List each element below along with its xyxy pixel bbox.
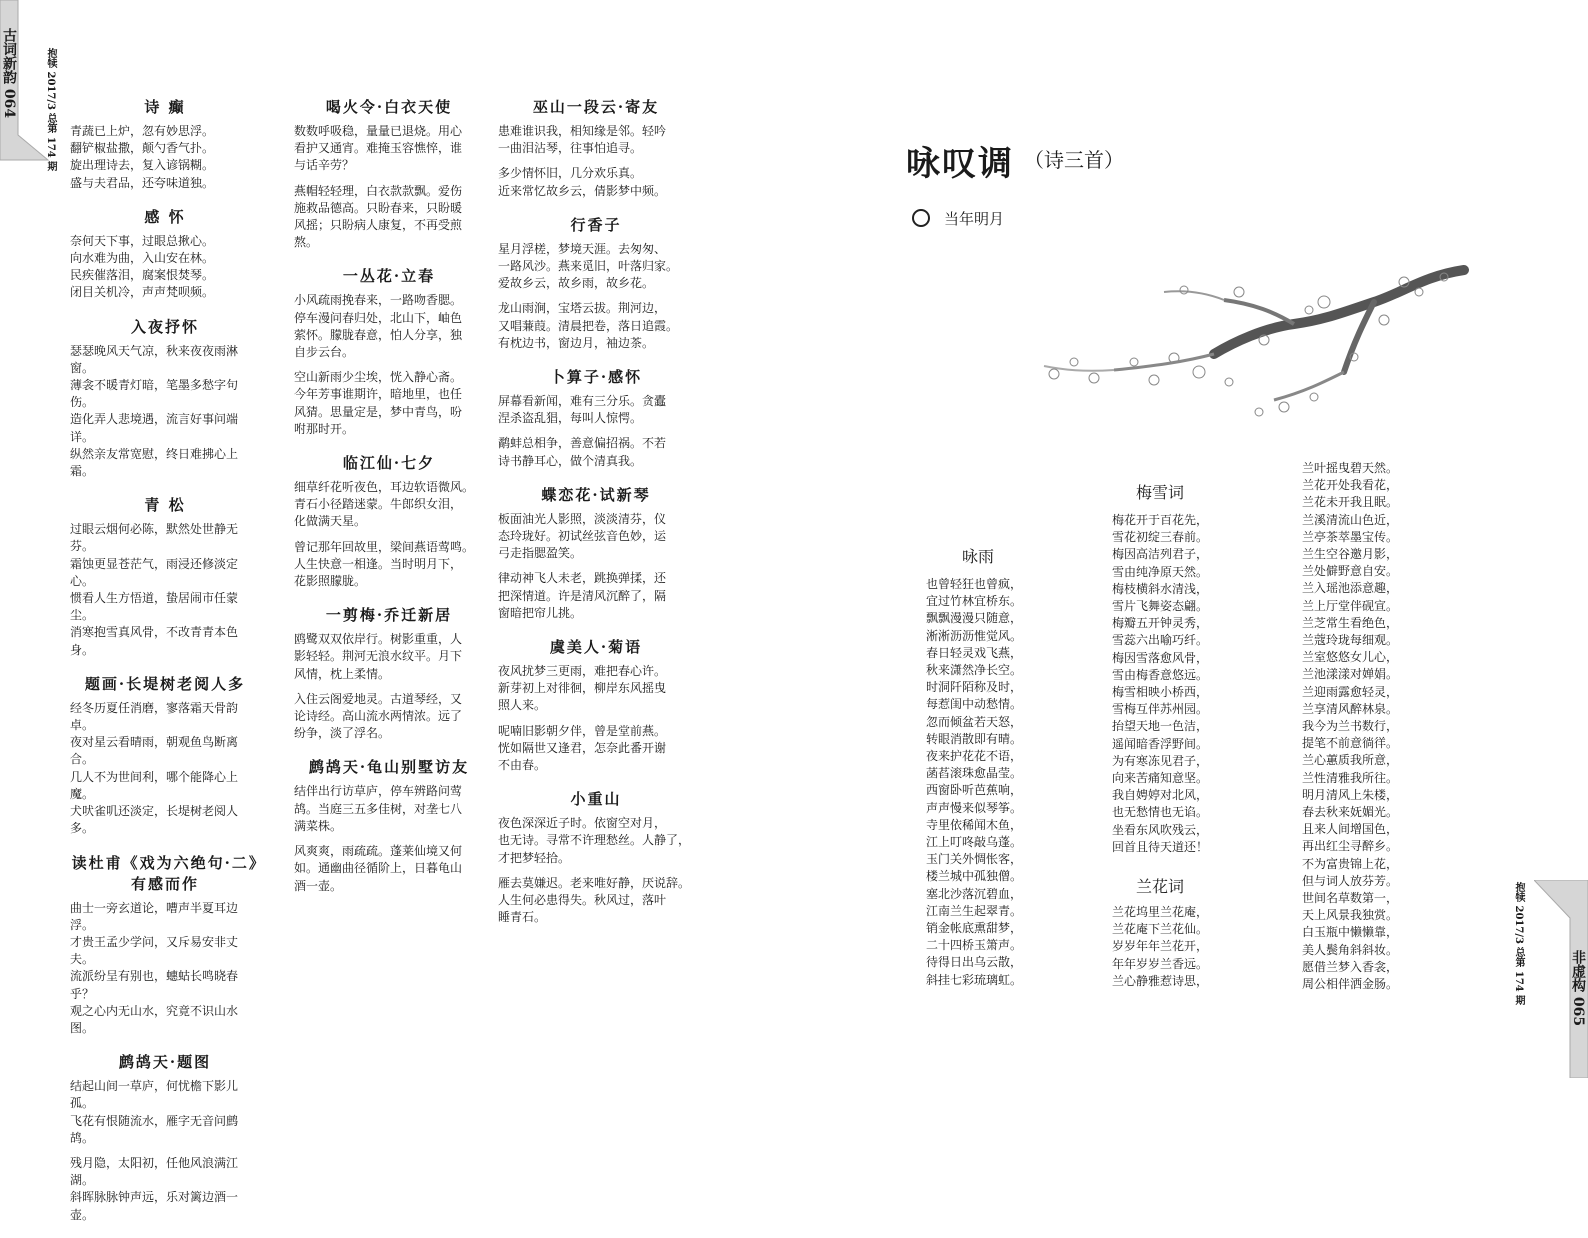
poem-line: 又唱蒹葭。清晨把卷，落日追霞。: [498, 318, 679, 333]
poem-line: 睡青石。: [498, 910, 547, 925]
poem-line: 停车漫问春归处，北山下，岫色: [294, 310, 463, 325]
article-title: 咏叹调: [906, 144, 1014, 184]
article-subtitle: （诗三首）: [1024, 148, 1124, 172]
poem-line: 奈何天下事，过眼总揪心。: [70, 233, 215, 248]
poem-body: [70, 233, 260, 302]
poem-line: 回首且待天道还！: [1112, 839, 1209, 854]
poem-line: 梅枝横斜水清浅，: [1112, 581, 1209, 596]
poem-body: [294, 631, 484, 742]
poem-line: 鸪。当庭三五多佳树，对垄七八: [294, 801, 463, 816]
poem-body: [498, 393, 694, 470]
poem-body: [70, 700, 260, 838]
poem-line: 声声慢来似琴筝。: [926, 800, 1023, 815]
poem-line: 风情，枕上柔情。: [294, 666, 391, 681]
poem-title: 诗 癫: [144, 98, 186, 116]
poem-line: 细草纤花听夜色，耳边软语微风。: [294, 480, 475, 495]
poem-line: 忽而倾盆若天怒，: [926, 714, 1023, 729]
poem-line: 待得日出乌云散，: [926, 955, 1023, 970]
poem-line: 风猜。思量定是，梦中青鸟，吩: [294, 404, 463, 419]
poem-line: 盛与夫君品，还夸味道独。: [70, 175, 215, 190]
poem-line: 不为富贵锦上花，: [1302, 856, 1399, 871]
poem-line: 化做满天星。: [294, 514, 367, 529]
poem-line: 霜蚀更显苍茫气，雨浸还修淡定心。: [70, 556, 239, 588]
poem-line: 残月隐，太阳初，任他风浪满江湖。: [70, 1155, 239, 1188]
poem-line: 青蔬已上炉，忽有妙思浮。: [70, 124, 215, 138]
poem-line: 但与词人放芬芳。: [1302, 873, 1399, 888]
left-column-1: [70, 96, 260, 1238]
poem-line: 白玉瓶中懒懒靠，: [1302, 925, 1399, 940]
poem-line: 曲士一旁玄道论，嘈声半夏耳边浮。: [70, 900, 239, 932]
poem-line: 观之心内无山水，究竟不识山水图。: [70, 1003, 239, 1035]
poem-line: 转眼消散即有晴。: [926, 731, 1023, 746]
poem-line: 一曲泪沾琴，往事怕追寻。: [498, 141, 643, 156]
poem-line: 满菜株。: [294, 818, 343, 833]
poem-line: 薄衾不暖青灯暗，笔墨多愁字句伤。: [70, 378, 239, 410]
poem-line: 诗书静耳心，做个清真我。: [498, 453, 643, 468]
poem-line: 菡萏滚珠愈晶莹。: [926, 766, 1023, 781]
poem-title: 虞美人·菊语: [549, 638, 643, 657]
poem-line: 江上叮咚敲乌蓬。: [926, 835, 1023, 850]
poem-line: 与话辛劳？: [294, 158, 355, 173]
poem-line: 鹬蚌总相争，善意偏招祸。不若: [498, 436, 667, 451]
poem-line: 把深情道。许是清风沉醉了，隔: [498, 588, 667, 603]
poem-line: 玉门关外惆怅客，: [926, 852, 1023, 867]
circle-icon: [912, 209, 930, 227]
poem-line: 美人鬓角斜斜妆。: [1302, 942, 1399, 957]
poem-line: 人生何必患得失。秋风过，落叶: [498, 893, 667, 908]
poem-line: 向水难为曲，入山安在林。: [70, 251, 215, 266]
poem-title: 读杜甫《戏为六绝句·二》有感而作: [71, 853, 259, 893]
poem-line: 花影照朦胧。: [294, 574, 367, 589]
poem-line: 照人来。: [498, 698, 547, 713]
poem-line: 岁岁年年兰花开，: [1112, 939, 1209, 954]
poem-line: 有枕边书，窗边月，袖边茶。: [498, 335, 655, 350]
poem-title: 一丛花·立春: [342, 267, 436, 286]
poem-line: 旋出理诗去，复入谚锅糊。: [70, 158, 215, 173]
poem-line: 时洞阡陌称及时，: [926, 680, 1023, 695]
poem-body: [70, 343, 260, 481]
poem-line: 江南兰生起翠青。: [926, 903, 1023, 918]
poem-line: 风爽爽，雨疏疏。蓬莱仙境又何: [294, 844, 463, 859]
poem-line: 新芽初上对徘徊，柳岸东风摇曳: [498, 681, 667, 696]
poem-line: 春日轻灵戏飞燕，: [926, 645, 1023, 660]
right-page: [794, 0, 1588, 1078]
poem-title: 临江仙·七夕: [342, 454, 436, 473]
poem-line: 兰花开处我看花，: [1302, 478, 1399, 493]
poem-line: 飘飘漫漫只随意，: [926, 611, 1023, 626]
poem-line: 犬吠雀叽还淡定，长堤树老阅人多。: [70, 804, 239, 836]
poem-line: 梅雪相映小桥西，: [1112, 685, 1209, 700]
poem-line: 不由春。: [498, 758, 547, 773]
poem-title: 喝火令·白衣天使: [325, 98, 453, 116]
poem-line: 兰芝常生看绝色，: [1302, 615, 1399, 630]
poem-line: 每惹闺中动愁情。: [926, 697, 1023, 712]
poem-body: [294, 479, 484, 590]
poem-line: 青石小径踏迷蒙。牛郎织女泪，: [294, 497, 463, 512]
poem-line: 也无诗。寻常不许理愁丝。人静了，: [498, 833, 691, 848]
poem-line: 涅杀盗乱猖，每叫人惊愕。: [498, 411, 643, 426]
poem-line: 兰亭茶萃墨宝传。: [1302, 529, 1399, 544]
poem-line: 我自娉婷对北风，: [1112, 788, 1209, 803]
poem-line: 夜色深深近子时。依窗空对月，: [498, 816, 667, 831]
poem-line: 态玲珑好。初试丝弦音色妙，运: [498, 529, 667, 544]
poem-line: 纷争，淡了浮名。: [294, 726, 391, 741]
poem-line: 呢喃旧影朝夕伴，曾是堂前燕。: [498, 723, 667, 738]
poem-line: 兰花未开我且眠。: [1302, 495, 1399, 510]
poem-line: 夜来护花花不语，: [926, 749, 1023, 764]
poem-line: 结起山间一草庐，何忧檐下影儿孤。: [70, 1079, 239, 1111]
poem-line: 恍如隔世又逢君，怎奈此番开谢: [498, 740, 667, 755]
poem-line: 近来常忆故乡云，倩影梦中频。: [498, 183, 667, 198]
poem-line: 年年岁岁兰香远。: [1112, 956, 1209, 971]
poem-title: 鹧鸪天·龟山别墅访友: [308, 758, 470, 777]
poem-line: 梅因高洁列君子，: [1112, 547, 1209, 562]
poem-line: 患难谁识我，相知缘是邻。轻吟: [498, 124, 667, 138]
poem-body: [498, 123, 694, 200]
poem-line: 兰蔻玲珑每细观。: [1302, 633, 1399, 648]
poem-line: 兰溪清流山色近，: [1302, 512, 1399, 527]
poem-3-title: 兰花词: [1136, 877, 1185, 896]
poem-line: 秋来潇然净长空。: [926, 663, 1023, 678]
poem-line: 兰叶摇曳碧天然。: [1302, 461, 1399, 475]
poem-line: 兰迎雨露愈轻灵，: [1302, 684, 1399, 699]
poem-title: 卜算子·感怀: [549, 368, 643, 387]
poem-line: 看护又通宵。难掩玉容憔悴，谁: [294, 141, 463, 156]
poem-line: 星月浮槎，梦境天涯。去匆匆、: [498, 241, 667, 256]
poem-line: 雪由纯净原天然。: [1112, 564, 1209, 579]
poem-line: 惯看人生方悟道，蛰居闹市任蒙尘。: [70, 591, 239, 623]
poem-line: 夜对星云看晴雨，朝观鱼鸟断离合。: [70, 735, 239, 767]
poem-line: 也曾轻狂也曾疯，: [926, 577, 1023, 591]
poem-line: 为有寒冻见君子，: [1112, 753, 1209, 768]
poem-line: 经冬历夏任消磨，寥落霜天骨韵卓。: [70, 700, 239, 733]
poem-line: 数数呼吸稳，量量已退烧。用心: [294, 124, 463, 138]
poem-line: 兰心静雅惹诗思，: [1112, 973, 1209, 988]
poem-body: [498, 511, 694, 622]
right-side-tab: 非虚构 065: [1570, 950, 1586, 1027]
poem-line: 萦怀。朦胧春意，怕人分享，独: [294, 327, 463, 342]
poem-title: 青 松: [144, 496, 186, 515]
poem-line: 宜过竹林宜桥东。: [926, 594, 1023, 609]
poem-line: 周公相伴洒金肠。: [1302, 977, 1399, 992]
poem-title: 鹧鸪天·题图: [118, 1053, 212, 1072]
poem-body: [498, 241, 694, 352]
poem-line: 坐看东风吹残云，: [1112, 822, 1209, 837]
poem-line: 梅花开于百花先，: [1112, 513, 1209, 527]
poem-line: 熬。: [294, 235, 319, 250]
poem-line: 民疾催落泪，腐案恨焚琴。: [70, 268, 215, 283]
poem-title: 入夜抒怀: [130, 317, 199, 336]
poem-line: 塞北沙落沉碧血，: [926, 886, 1023, 901]
poem-title: 题画·长堤树老阅人多: [84, 674, 246, 693]
left-page: [0, 0, 794, 1222]
poem-line: 几人不为世间利，哪个能降心上魔。: [70, 769, 239, 801]
poem-line: 世间名草数第一，: [1302, 891, 1399, 906]
poem-2-title: 梅雪词: [1136, 483, 1185, 502]
poem-line: 曾记那年回故里，梁间燕语莺鸣。: [294, 539, 475, 554]
poem-line: 飞花有恨随流水，雁字无音问鹧鸪。: [70, 1113, 239, 1145]
author-line: [912, 208, 1004, 229]
poem-line: 才把梦轻拾。: [498, 850, 571, 865]
poem-body: [70, 521, 260, 659]
poem-line: 风摇；只盼病人康复，不再受煎: [294, 218, 463, 233]
poem-line: 梅因雪落愈风骨，: [1112, 650, 1209, 665]
left-running-header: 抱犊 2017/3 总第 174 期: [45, 48, 56, 172]
poem-body: [498, 815, 694, 926]
poem-title: 小重山: [570, 790, 622, 809]
poem-3-continued: [1302, 460, 1398, 993]
left-column-2: [294, 96, 484, 909]
poem-line: 屏幕看新闻，难有三分乐。贪蠹: [498, 394, 667, 409]
poem-line: 鸥鹭双双依岸行。树影重重，人: [294, 632, 463, 647]
poem-line: 遥闻暗香浮野间。: [1112, 736, 1209, 751]
poem-line: 一路风沙。燕来觅旧，叶落归家。: [498, 259, 679, 274]
poem-line: 兰处僻野意自安。: [1302, 564, 1399, 579]
poem-1-body: [926, 576, 1022, 989]
poem-line: 消寒抱雪真风骨，不改青青本色身。: [70, 625, 239, 657]
poem-line: 入住云阁爱地灵。古道琴经，又: [294, 691, 463, 706]
poem-line: 如。通幽曲径循阶上，日暮龟山: [294, 861, 463, 876]
poem-line: 窗暗把帘儿挑。: [498, 605, 583, 620]
poem-line: 楼兰城中孤独僧。: [926, 869, 1023, 884]
poem-line: 斜挂七彩琉璃虹。: [926, 972, 1023, 987]
poem-line: 明月清风上朱楼，: [1302, 787, 1399, 802]
poem-1-title: 咏雨: [962, 547, 995, 566]
poem-line: 寺里依稀闻木鱼，: [926, 817, 1023, 832]
poem-title: 巫山一段云·寄友: [532, 98, 660, 116]
poem-line: 造化弄人悲境遇，流言好事问端详。: [70, 412, 239, 444]
poem-line: 斜晖脉脉钟声远，乐对篱边酒一壶。: [70, 1190, 239, 1222]
poem-line: 影轻轻。荆河无浪水纹平。月下: [294, 649, 463, 664]
poem-line: 过眼云烟何必陈，默然处世静无芬。: [70, 522, 239, 554]
poem-line: 多少情怀旧，几分欢乐真。: [498, 166, 643, 181]
left-side-tab: 古词新韵 064: [1, 28, 17, 119]
poem-line: 人生快意一相逢。当时明月下，: [294, 556, 463, 571]
author-name: 当年明月: [944, 210, 1005, 228]
poem-line: 兰花庵下兰花仙。: [1112, 922, 1209, 937]
right-running-header: 抱犊 2017/3 总第 174 期: [1513, 882, 1524, 1006]
poem-line: 向来苦痛知意坚。: [1112, 771, 1209, 786]
poem-line: 兰性清雅我所往。: [1302, 770, 1399, 785]
poem-line: 纵然亲友常宽慰，终日难拂心上霜。: [70, 446, 239, 479]
poem-line: 小风疏雨挽春来，一路吻香腮。: [294, 293, 463, 308]
poem-body: [294, 292, 484, 438]
poem-line: 春去秋来妩媚光。: [1302, 805, 1399, 820]
poem-line: 淅淅沥沥惟觉风。: [926, 628, 1023, 643]
poem-line: 酒一壶。: [294, 878, 343, 893]
poem-line: 兰室悠悠女儿心，: [1302, 650, 1399, 665]
poem-line: 雪梅互伴苏州园。: [1112, 702, 1209, 717]
poem-line: 燕帽轻轻理，白衣款款飘。爱伤: [294, 183, 463, 198]
poem-line: 空山新雨少尘埃，恍入静心斋。: [294, 370, 463, 385]
poem-title: 行香子: [570, 215, 622, 234]
poem-line: 夜风扰梦三更雨，难把春心许。: [498, 664, 667, 679]
poem-line: 弓走指腮盈笑。: [498, 546, 583, 561]
poem-line: 流派纷呈有别也，蟪蛄长鸣晓春乎？: [70, 969, 239, 1001]
poem-line: 今年芳事谁期许，暗地里，也任: [294, 387, 463, 402]
left-column-3: [498, 96, 694, 941]
poem-body: [70, 900, 260, 1038]
poem-line: 兰花坞里兰花庵，: [1112, 905, 1209, 919]
poem-line: 瑟瑟晚风天气凉，秋来夜夜雨淋窗。: [70, 343, 239, 375]
poem-line: 天上风景我独赏。: [1302, 908, 1399, 923]
poem-line: 论诗经。高山流水两情浓。远了: [294, 709, 463, 724]
poem-line: 也无愁情也无谄。: [1112, 805, 1209, 820]
poem-body: [294, 123, 484, 251]
poem-line: 且来人间增国色，: [1302, 822, 1399, 837]
poem-line: 律动神飞人未老，跳换弹揉，还: [498, 571, 667, 586]
poem-title: 蝶恋花·试新琴: [541, 485, 651, 504]
poem-line: 才贵王孟少学问，又斥易安非丈夫。: [70, 934, 239, 967]
poem-line: 愿借兰梦入香衾，: [1302, 959, 1399, 974]
poem-line: 雪蕊六出喻巧纤。: [1112, 633, 1209, 648]
poem-line: 再出红尘寻醉乡。: [1302, 839, 1399, 854]
poem-line: 雪片飞舞姿态翩。: [1112, 599, 1209, 614]
poem-line: 雪花初绽三春前。: [1112, 530, 1209, 545]
poem-line: 兰上厅堂伴砚宣。: [1302, 598, 1399, 613]
poem-title: 一剪梅·乔迁新居: [325, 606, 453, 625]
poem-line: 结伴出行访草庐，停车辨路问莺: [294, 784, 463, 799]
poem-line: 兰池漾漾对婵娟。: [1302, 667, 1399, 682]
poem-line: 雁去莫嫌迟。老来唯好静，厌说辞。: [498, 875, 691, 890]
poem-3-body: [1112, 904, 1208, 990]
poem-line: 板面油光人影照，淡淡清芬，仪: [498, 511, 667, 526]
poem-2-body: [1112, 512, 1208, 856]
poem-line: 自步云台。: [294, 345, 355, 360]
poem-line: 梅瓣五开钟灵秀，: [1112, 616, 1209, 631]
poem-line: 爱故乡云，故乡雨，故乡花。: [498, 276, 655, 291]
poem-line: 提笔不前意徜徉。: [1302, 736, 1399, 751]
poem-body: [70, 1078, 260, 1224]
poem-line: 施救品德高。只盼春来，只盼暖: [294, 200, 463, 215]
poem-line: 闭目关机冷，声声梵呗频。: [70, 285, 215, 300]
poem-body: [70, 123, 260, 192]
poem-line: 翻铲椒盐撒，颠勺香气扑。: [70, 141, 215, 156]
poem-title: 感 怀: [144, 207, 186, 226]
poem-line: 兰享清风醉林泉。: [1302, 701, 1399, 716]
poem-body: [498, 663, 694, 774]
poem-line: 西窗卧听芭蕉响，: [926, 783, 1023, 798]
poem-line: 雪由梅香意悠远。: [1112, 667, 1209, 682]
poem-line: 兰生空谷邀月影，: [1302, 547, 1399, 562]
poem-line: 二十四桥玉箫声。: [926, 938, 1023, 953]
poem-body: [294, 783, 484, 894]
poem-line: 抬望天地一色洁，: [1112, 719, 1209, 734]
poem-line: 我今为兰书数行，: [1302, 719, 1399, 734]
poem-line: 兰入瑶池添意趣，: [1302, 581, 1399, 596]
poem-line: 龙山雨涧，宝塔云拔。荆河边，: [498, 301, 667, 316]
poem-line: 咐那时开。: [294, 421, 355, 436]
poem-line: 销金帐底熏甜梦，: [926, 921, 1023, 936]
plum-branch-illustration: [1024, 262, 1484, 432]
poem-line: 兰心蕙质我所意，: [1302, 753, 1399, 768]
